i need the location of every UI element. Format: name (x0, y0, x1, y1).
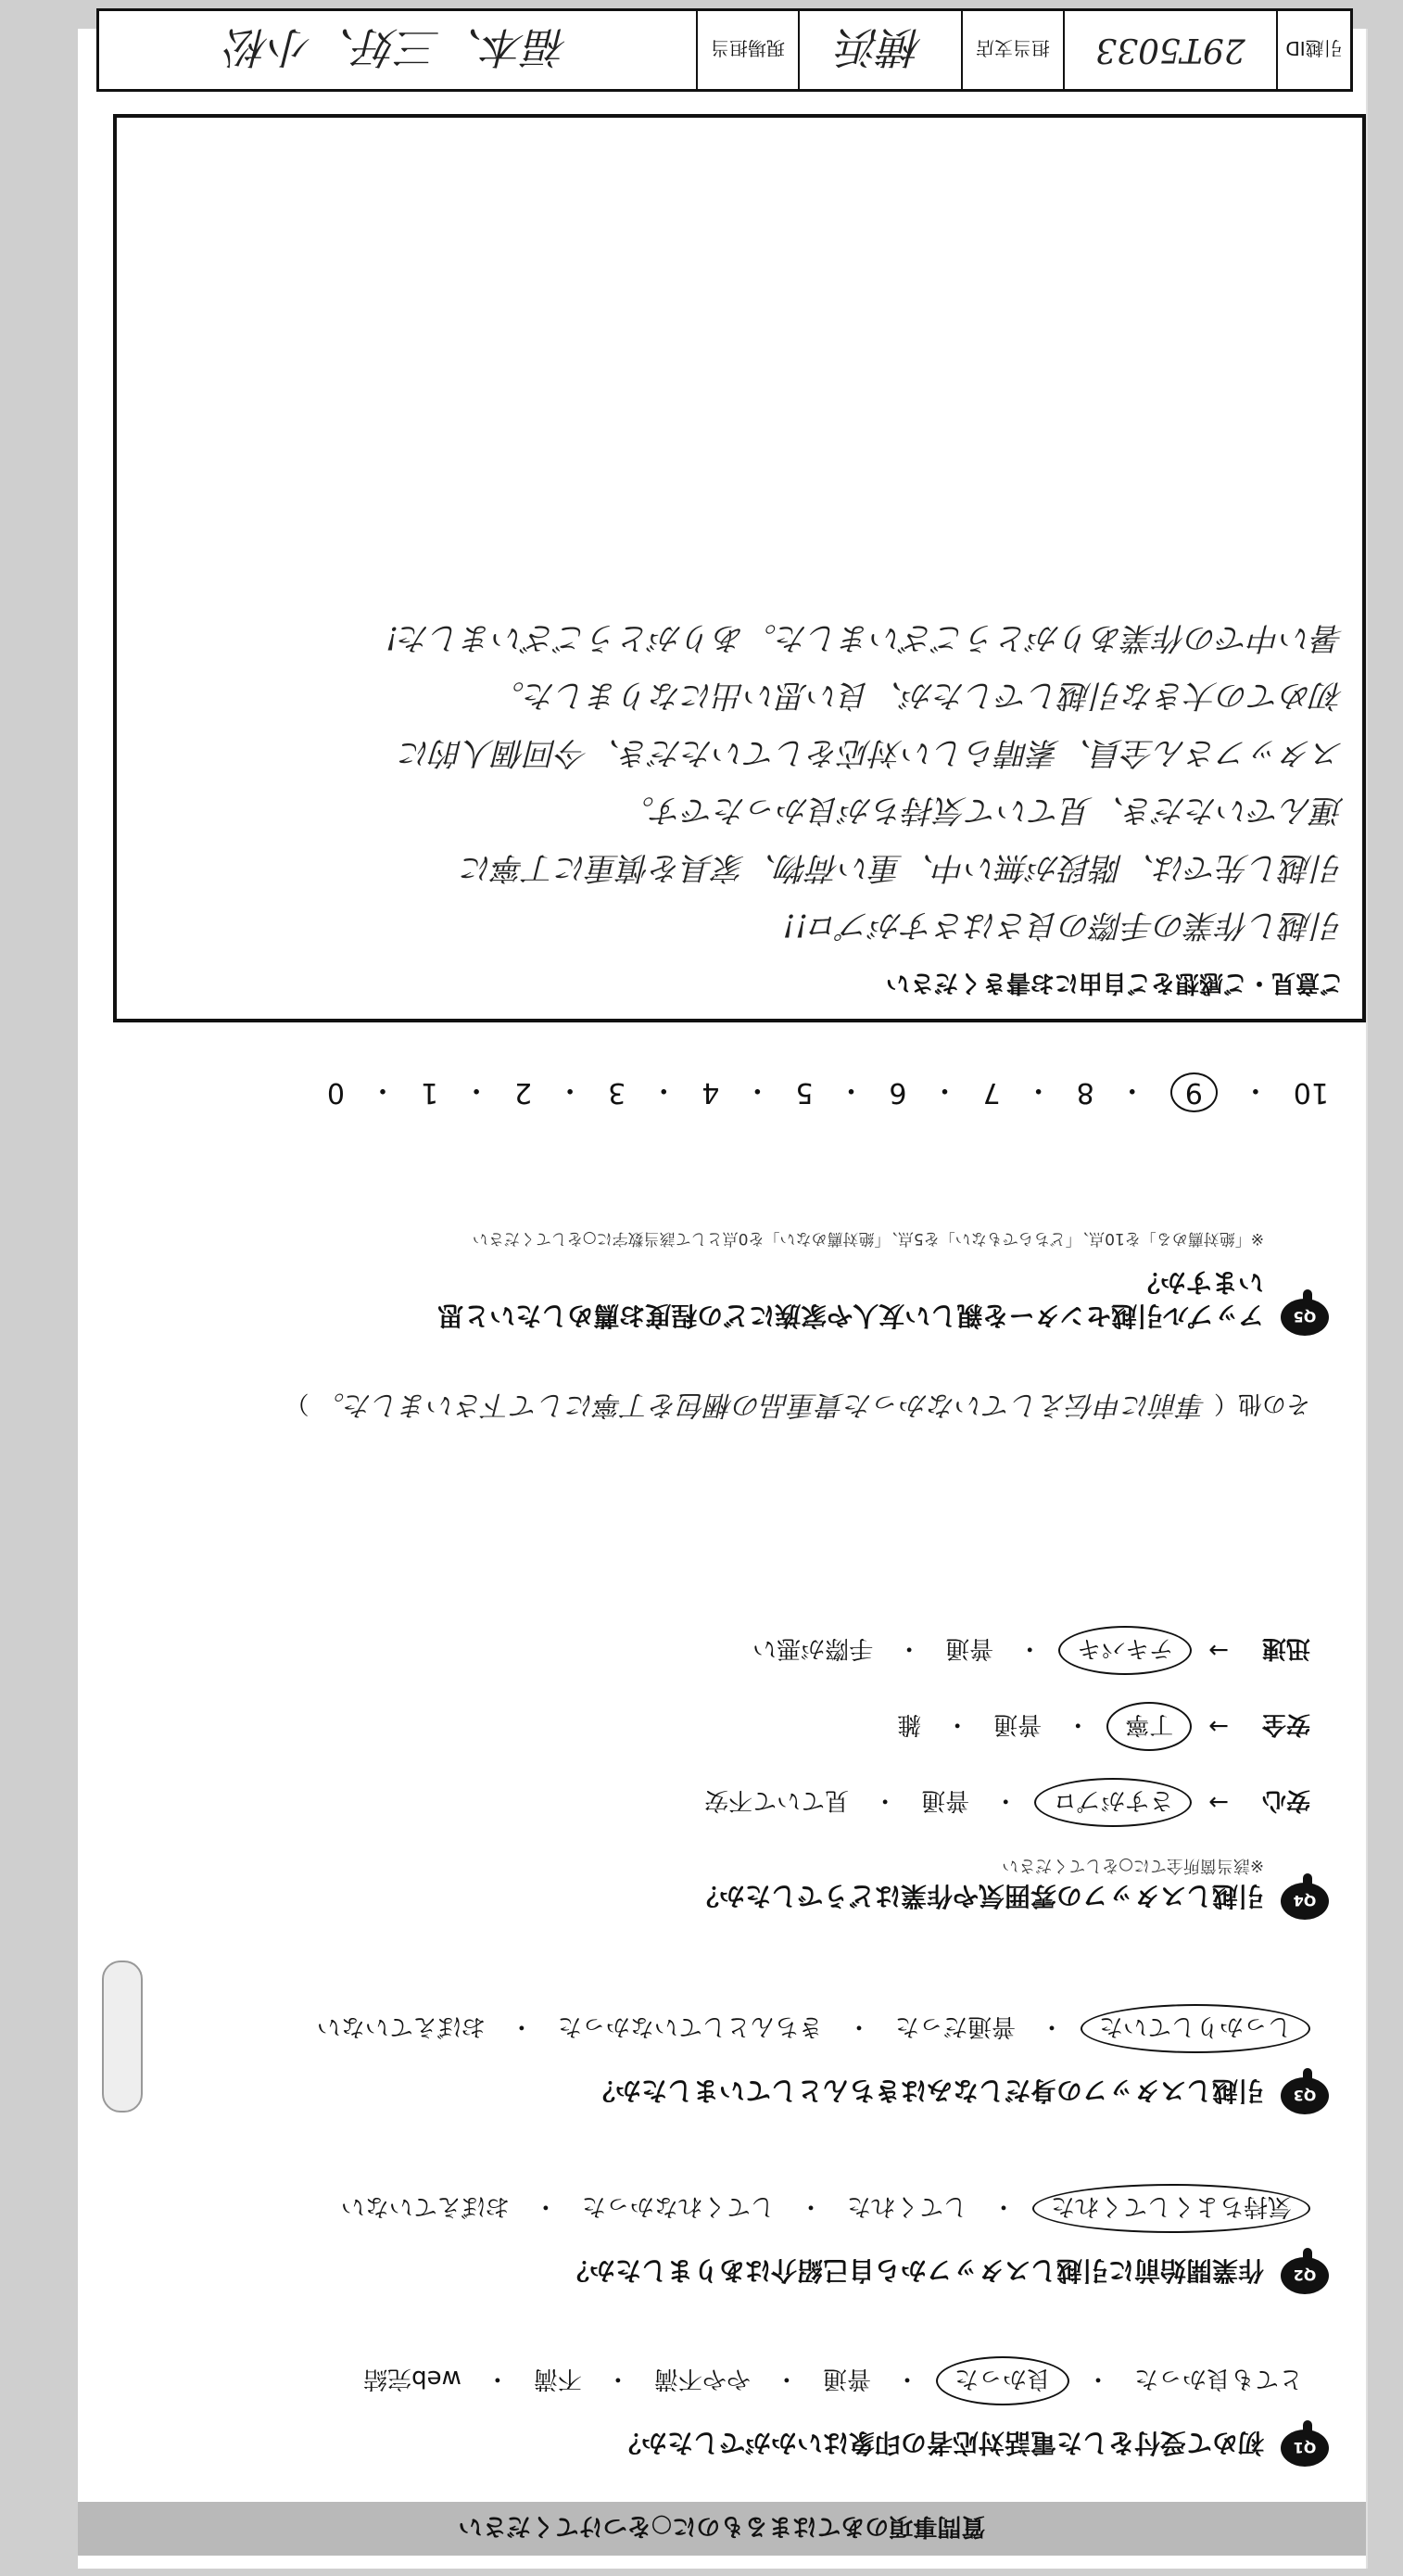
q4-question: 引越しスタッフの雰囲気や作業はどうでしたか？ (692, 1881, 1264, 1911)
q1-options: とても良かった ・ 良かった ・ 普通 ・ やや不満 ・ 不満 ・ web完結 (356, 2356, 1310, 2405)
q5-scale-value[interactable]: 5 (795, 1076, 814, 1110)
q3-option[interactable]: 普通だった (894, 2012, 1016, 2040)
comment-box[interactable] (113, 114, 1366, 1022)
comment-line: スタッフさん全員、素晴らしい対応をしていただき、今回個人的に (399, 734, 1344, 771)
question-5 (106, 1225, 1329, 1336)
id-value: 29T5033 (1063, 11, 1276, 89)
q1-option[interactable]: 普通 (822, 2365, 871, 2392)
q1-badge: Q1 (1281, 2430, 1329, 2467)
comment-line: 初めての大きな引越しでしたが、良い思い出になりました。 (493, 677, 1344, 714)
q4-note: ※該当箇所全てに○をしてください (1002, 1856, 1264, 1875)
instruction-banner: 質問事項のあてはまるものに○をつけてください (78, 2502, 1366, 2556)
q4-row-anshin: 安心 → さすがプロ ・ 普通 ・ 見ていて不安 (697, 1778, 1310, 1827)
q4-option[interactable]: 普通 (945, 1634, 994, 1662)
comment-line: 引越し先では、階段が無い中、重い荷物、家具を慎重に丁寧に (461, 849, 1344, 886)
q1-option-selected[interactable]: 良かった (936, 2356, 1069, 2405)
q3-options: しっかりしていた ・ 普通だった ・ きちんとしていなかった ・ おぼえていない (310, 2004, 1310, 2053)
q2-badge: Q2 (1281, 2257, 1329, 2294)
q4-row-label: 安心 (1261, 1786, 1310, 1814)
q4-row-label: 迅速 (1261, 1634, 1310, 1662)
q4-row-label: 安全 (1261, 1710, 1310, 1738)
staff-label: 現場担当 (696, 11, 798, 89)
q4-row-anzen: 安全 → 丁寧 ・ 普通 ・ 雑 (890, 1702, 1310, 1751)
comment-line: 暑い中での作業ありがとうございました。ありがとうございました! (386, 619, 1344, 656)
q2-question: 作業開始前に引越しスタッフから自己紹介はありましたか？ (562, 2255, 1264, 2286)
q4-option-selected[interactable]: 丁寧 (1106, 1702, 1192, 1751)
q5-question: アップル引越センターを親しい友人や家族にどの程度お薦めしたいと思いますか？ (437, 1267, 1264, 1331)
q4-option[interactable]: 手際が悪い (752, 1634, 874, 1662)
branch-label: 担当支店 (961, 11, 1063, 89)
q3-badge: Q3 (1281, 2077, 1329, 2114)
q4-other-label: その他（ (1213, 1390, 1310, 1417)
q4-option[interactable]: 見ていて不安 (704, 1786, 850, 1814)
q3-option[interactable]: きちんとしていなかった (557, 2012, 823, 2040)
q3-question: 引越しスタッフの身だしなみはきちんとしていましたか？ (588, 2075, 1264, 2106)
q5-badge: Q5 (1281, 1299, 1329, 1336)
staff-value: 福本、三好、小松 (227, 22, 568, 72)
q5-scale: 10 ・ 9 ・ 8 ・ 7 ・ 6 ・ 5 ・ 4 ・ 3 ・ 2 ・ 1 ・ 0 (327, 1072, 1329, 1113)
q5-scale-value[interactable]: 1 (420, 1076, 439, 1110)
q5-scale-value[interactable]: 6 (889, 1076, 907, 1110)
q4-other (284, 1388, 1310, 1428)
q1-option[interactable]: やや不満 (653, 2365, 751, 2392)
branch-value: 横浜 (798, 11, 961, 89)
q4-option[interactable]: 雑 (897, 1710, 922, 1738)
q4-row-jinsoku: 迅速 → テキパキ ・ 普通 ・ 手際が悪い (745, 1626, 1310, 1675)
q2-option[interactable]: おぼえていない (340, 2192, 510, 2220)
q4-badge: Q4 (1281, 1883, 1329, 1920)
q4-option[interactable]: 普通 (921, 1786, 970, 1814)
q1-option[interactable]: とても良かった (1133, 2365, 1303, 2392)
q3-option[interactable]: おぼえていない (316, 2012, 486, 2040)
comment-title: ご意見・ご感想をご自由にお書きください (885, 969, 1344, 996)
q5-scale-value[interactable]: 3 (608, 1076, 626, 1110)
q1-option[interactable]: 不満 (533, 2365, 582, 2392)
comment-handwriting (139, 609, 1344, 954)
q2-option[interactable]: してくれなかった (581, 2192, 775, 2220)
q4-other-close: ） (284, 1390, 310, 1417)
q2-option[interactable]: してくれた (846, 2192, 967, 2220)
q5-scale-value[interactable]: 10 (1293, 1076, 1329, 1110)
q1-question: 初めて受付をした電話対応者の印象はいかがでしたか？ (614, 2428, 1264, 2458)
binder-clip-shadow (102, 1961, 143, 2113)
q5-scale-value-selected[interactable]: 9 (1170, 1073, 1218, 1113)
q1-option[interactable]: web完結 (363, 2365, 461, 2392)
comment-line: 引越し作業の手際の良さはさすがプロ!! (782, 907, 1344, 944)
question-4 (106, 1586, 1329, 1920)
comment-line: 運んでいただき、見ていて気持ちが良かったです。 (623, 792, 1344, 829)
q4-option-selected[interactable]: さすがプロ (1034, 1778, 1192, 1827)
q5-scale-value[interactable]: 2 (514, 1076, 533, 1110)
header-id-table (96, 8, 1353, 92)
q5-scale-value[interactable]: 0 (326, 1076, 345, 1110)
q5-note: ※「絶対薦める」を10点、「どちらでもない」を5点、「絶対薦めない」を0点として該当数字に○をしてください (472, 1229, 1264, 1248)
id-label: 引越ID (1276, 11, 1350, 89)
form-sheet (78, 22, 1368, 2569)
q2-options: 気持ちよくしてくれた ・ してくれた ・ してくれなかった ・ おぼえていない (334, 2184, 1310, 2233)
q5-scale-value[interactable]: 4 (702, 1076, 720, 1110)
q4-option-selected[interactable]: テキパキ (1058, 1626, 1192, 1675)
q4-other-handwriting[interactable]: 事前に申伝えしていなかった貴重品の梱包を丁寧にして下さいました。 (316, 1389, 1207, 1421)
q5-scale-value[interactable]: 8 (1076, 1076, 1094, 1110)
q4-option[interactable]: 普通 (993, 1710, 1043, 1738)
q5-scale-value[interactable]: 7 (982, 1076, 1001, 1110)
q2-option-selected[interactable]: 気持ちよくしてくれた (1032, 2184, 1310, 2233)
q3-option-selected[interactable]: しっかりしていた (1081, 2004, 1310, 2053)
